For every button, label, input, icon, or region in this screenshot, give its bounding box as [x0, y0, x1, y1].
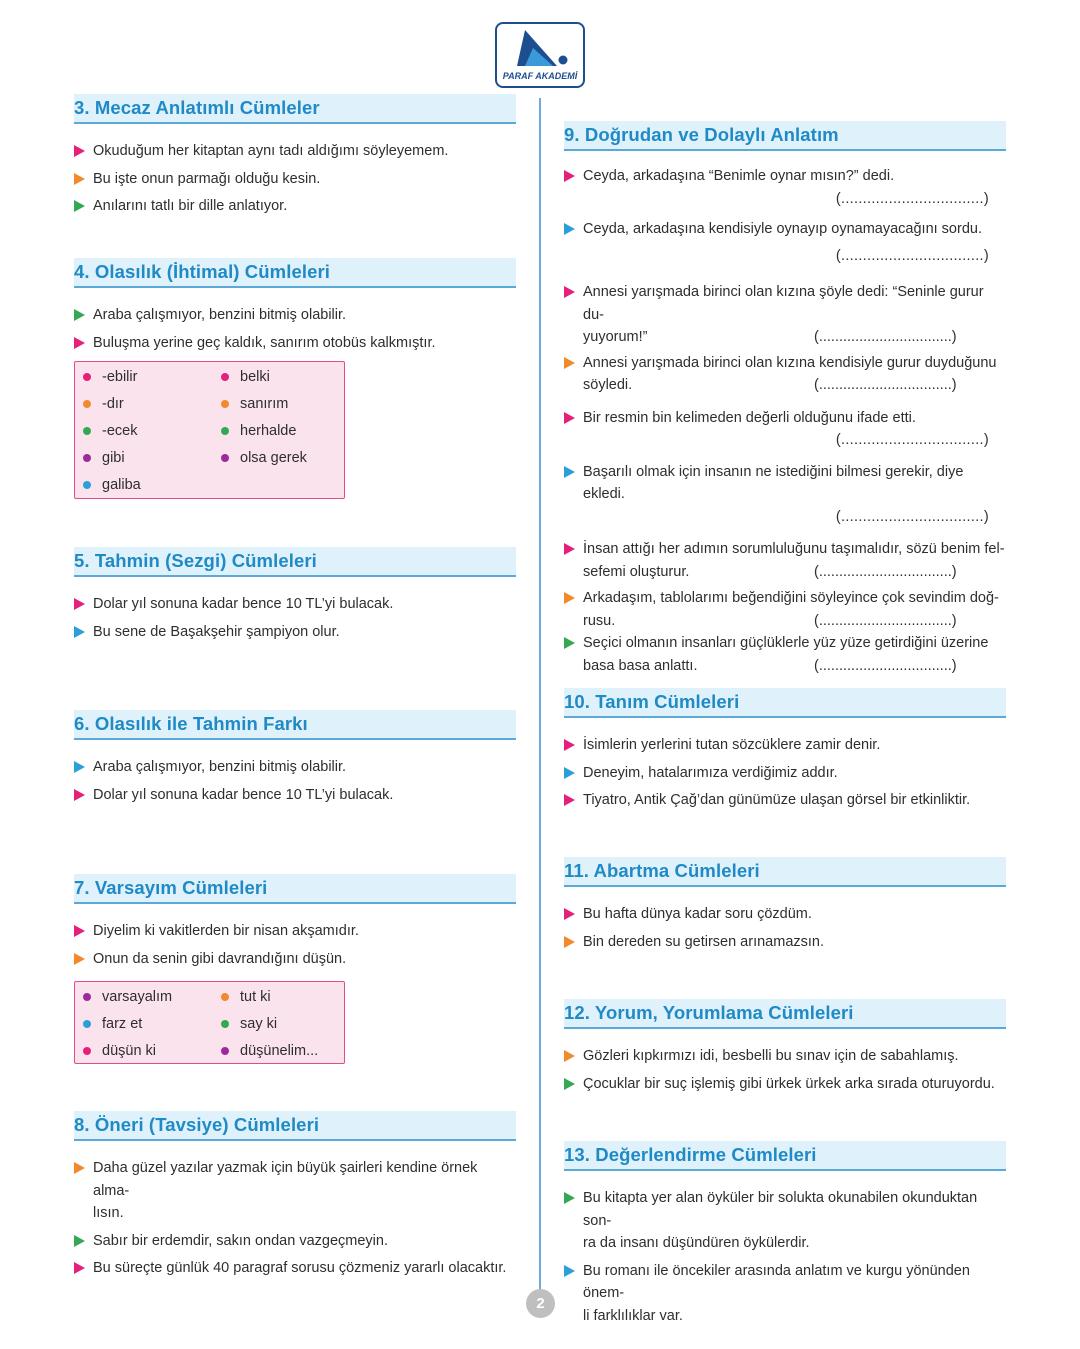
bullet-triangle-icon	[74, 1235, 85, 1247]
list-item: Annesi yarışmada birinci olan kızına kendisiyle gurur duyduğunu söyledi. (.................................)	[564, 352, 1006, 397]
list-item: Onun da senin gibi davrandığını düşün.	[74, 948, 516, 971]
list-item: İnsan attığı her adımın sorumluluğunu taşımalıdır, sözü benim fel- sefemi oluşturur. (.................................)	[564, 538, 1006, 583]
bullet-dot-icon	[221, 427, 229, 435]
section-title: 11. Abartma Cümleleri	[564, 860, 760, 881]
keyword: -ebilir	[83, 368, 137, 386]
bullet-triangle-icon	[564, 908, 575, 920]
bullet-triangle-icon	[564, 357, 575, 369]
answer-blank[interactable]: (.................................)	[814, 612, 957, 629]
bullet-dot-icon	[221, 993, 229, 1001]
section-10-definition	[564, 688, 1006, 817]
list-item: Bu romanı ile öncekiler arasında anlatım ve kurgu yönünden önem- li farklılıklar var.	[564, 1260, 1006, 1328]
keyword: herhalde	[221, 422, 296, 440]
list-item: Araba çalışmıyor, benzini bitmiş olabilir.	[74, 756, 516, 779]
bullet-dot-icon	[83, 427, 91, 435]
bullet-dot-icon	[221, 1047, 229, 1055]
answer-blank[interactable]: (.................................)	[835, 432, 989, 448]
bullet-dot-icon	[83, 400, 91, 408]
list-item: Bu süreçte günlük 40 paragraf sorusu çözmeniz yararlı olacaktır.	[74, 1257, 516, 1280]
list-item: Arkadaşım, tablolarımı beğendiğini söyleyince çok sevindim doğ- rusu. (.................................)	[564, 587, 1006, 632]
list-item: Deneyim, hatalarımıza verdiğimiz addır.	[564, 762, 1006, 785]
list-item: Anılarını tatlı bir dille anlatıyor.	[74, 195, 516, 218]
bullet-dot-icon	[221, 454, 229, 462]
bullet-dot-icon	[83, 993, 91, 1001]
section-header	[74, 874, 516, 904]
list-item: İsimlerin yerlerini tutan sözcüklere zamir denir.	[564, 734, 1006, 757]
section-header	[74, 547, 516, 577]
bullet-triangle-icon	[74, 953, 85, 965]
section-header	[74, 258, 516, 288]
bullet-triangle-icon	[564, 1078, 575, 1090]
bullet-dot-icon	[83, 1047, 91, 1055]
list-item: Dolar yıl sonuna kadar bence 10 TL’yi bulacak.	[74, 784, 516, 807]
bullet-triangle-icon	[564, 286, 575, 298]
section-title: 6. Olasılık ile Tahmin Farkı	[74, 713, 308, 734]
section-9-direct-indirect	[564, 121, 1006, 682]
bullet-triangle-icon	[74, 626, 85, 638]
section-header	[564, 688, 1006, 718]
section-12-interpretation	[564, 999, 1006, 1100]
section-4-possibility	[74, 258, 516, 359]
bullet-triangle-icon	[74, 1262, 85, 1274]
bullet-dot-icon	[221, 400, 229, 408]
keyword: galiba	[83, 476, 141, 494]
page-number: 2	[526, 1289, 555, 1318]
bullet-triangle-icon	[74, 200, 85, 212]
keyword-box-assumption	[74, 981, 345, 1064]
section-title: 5. Tahmin (Sezgi) Cümleleri	[74, 550, 317, 571]
section-7-assumption	[74, 874, 516, 975]
keyword: düşünelim...	[221, 1042, 318, 1060]
answer-blank[interactable]: (.................................)	[814, 377, 957, 393]
bullet-triangle-icon	[564, 170, 575, 182]
list-item: Bu işte onun parmağı olduğu kesin.	[74, 168, 516, 191]
keyword: düşün ki	[83, 1042, 156, 1060]
bullet-triangle-icon	[564, 1192, 575, 1204]
section-header	[564, 999, 1006, 1029]
bullet-triangle-icon	[564, 543, 575, 555]
section-title: 7. Varsayım Cümleleri	[74, 877, 268, 898]
list-item: Çocuklar bir suç işlemiş gibi ürkek ürkek arka sırada oturuyordu.	[564, 1073, 1006, 1096]
bullet-triangle-icon	[74, 309, 85, 321]
list-item: Diyelim ki vakitlerden bir nisan akşamıdır.	[74, 920, 516, 943]
answer-blank[interactable]: (.................................)	[814, 657, 957, 674]
list-item: Bu hafta dünya kadar soru çözdüm.	[564, 903, 1006, 926]
answer-blank[interactable]: (.................................)	[835, 190, 989, 207]
bullet-triangle-icon	[74, 145, 85, 157]
section-5-guess	[74, 547, 516, 648]
list-item: Bir resmin bin kelimeden değerli olduğunu ifade etti. (.................................)	[564, 407, 1006, 452]
section-header	[564, 857, 1006, 887]
section-title: 12. Yorum, Yorumlama Cümleleri	[564, 1002, 854, 1023]
bullet-dot-icon	[83, 1020, 91, 1028]
section-6-difference	[74, 710, 516, 811]
bullet-dot-icon	[83, 373, 91, 381]
bullet-triangle-icon	[564, 1050, 575, 1062]
list-item: Bu sene de Başakşehir şampiyon olur.	[74, 621, 516, 644]
list-item: Tiyatro, Antik Çağ’dan günümüze ulaşan görsel bir etkinliktir.	[564, 789, 1006, 812]
section-header	[564, 121, 1006, 151]
list-item: Seçici olmanın insanları güçlüklerle yüz yüze getirdiğini üzerine basa basa anlattı. (.................................)	[564, 632, 1006, 677]
bullet-triangle-icon	[564, 794, 575, 806]
bullet-triangle-icon	[74, 337, 85, 349]
bullet-triangle-icon	[564, 592, 575, 604]
bullet-triangle-icon	[74, 173, 85, 185]
bullet-dot-icon	[221, 1020, 229, 1028]
keyword-box-possibility	[74, 361, 345, 499]
bullet-triangle-icon	[564, 637, 575, 649]
bullet-triangle-icon	[564, 936, 575, 948]
list-item: Bin dereden su getirsen arınamazsın.	[564, 931, 1006, 954]
list-item: Sabır bir erdemdir, sakın ondan vazgeçmeyin.	[74, 1230, 516, 1253]
keyword: sanırım	[221, 395, 288, 413]
bullet-dot-icon	[83, 454, 91, 462]
bullet-triangle-icon	[564, 466, 575, 478]
answer-blank[interactable]: (.................................)	[814, 329, 957, 345]
list-item: Okuduğum her kitaptan aynı tadı aldığımı söyleyemem.	[74, 140, 516, 163]
keyword: gibi	[83, 449, 125, 467]
section-title: 10. Tanım Cümleleri	[564, 691, 740, 712]
list-item: Gözleri kıpkırmızı idi, besbelli bu sınav için de sabahlamış.	[564, 1045, 1006, 1068]
section-title: 9. Doğrudan ve Dolaylı Anlatım	[564, 124, 839, 145]
section-3-metaphor	[74, 94, 516, 223]
bullet-triangle-icon	[74, 925, 85, 937]
logo-text: PARAF AKADEMİ	[502, 71, 578, 81]
paraf-akademi-logo	[495, 22, 585, 88]
bullet-triangle-icon	[564, 412, 575, 424]
bullet-triangle-icon	[74, 761, 85, 773]
section-header	[74, 710, 516, 740]
section-title: 4. Olasılık (İhtimal) Cümleleri	[74, 261, 331, 282]
bullet-triangle-icon	[74, 1162, 85, 1174]
answer-blank[interactable]: (.................................)	[835, 508, 989, 525]
keyword: say ki	[221, 1015, 277, 1033]
keyword: belki	[221, 368, 270, 386]
bullet-triangle-icon	[74, 789, 85, 801]
bullet-triangle-icon	[564, 767, 575, 779]
keyword: farz et	[83, 1015, 142, 1033]
bullet-triangle-icon	[564, 739, 575, 751]
answer-blank[interactable]: (.................................)	[814, 563, 957, 580]
keyword: tut ki	[221, 988, 271, 1006]
list-item: Daha güzel yazılar yazmak için büyük şairleri kendine örnek alma- lısın.	[74, 1157, 516, 1225]
list-item: Başarılı olmak için insanın ne istediğini bilmesi gerekir, diye ekledi. (.................................)	[564, 461, 1006, 529]
section-header	[74, 94, 516, 124]
list-item: Araba çalışmıyor, benzini bitmiş olabilir.	[74, 304, 516, 327]
bullet-triangle-icon	[564, 1265, 575, 1277]
list-item: Ceyda, arkadaşına kendisiyle oynayıp oynamayacağını sordu. (.................................)	[564, 218, 1006, 267]
keyword: olsa gerek	[221, 449, 307, 467]
answer-blank[interactable]: (.................................)	[835, 247, 989, 264]
section-title: 8. Öneri (Tavsiye) Cümleleri	[74, 1114, 320, 1135]
section-13-evaluation	[564, 1141, 1006, 1332]
section-11-exaggeration	[564, 857, 1006, 958]
list-item: Bu kitapta yer alan öyküler bir solukta okunabilen okunduktan son- ra da insanı düşündüren öykülerdir.	[564, 1187, 1006, 1255]
keyword: varsayalım	[83, 988, 172, 1006]
bullet-triangle-icon	[564, 223, 575, 235]
list-item: Dolar yıl sonuna kadar bence 10 TL’yi bulacak.	[74, 593, 516, 616]
list-item: Buluşma yerine geç kaldık, sanırım otobüs kalkmıştır.	[74, 332, 516, 355]
bullet-triangle-icon	[74, 598, 85, 610]
bullet-dot-icon	[83, 481, 91, 489]
list-item: Ceyda, arkadaşına “Benimle oynar mısın?” dedi. (.................................)	[564, 165, 1006, 210]
keyword: -ecek	[83, 422, 137, 440]
keyword: -dır	[83, 395, 124, 413]
column-divider	[539, 98, 541, 1298]
section-title: 3. Mecaz Anlatımlı Cümleler	[74, 97, 320, 118]
section-8-advice	[74, 1111, 516, 1285]
section-header	[74, 1111, 516, 1141]
section-title: 13. Değerlendirme Cümleleri	[564, 1144, 817, 1165]
list-item: Annesi yarışmada birinci olan kızına şöyle dedi: “Seninle gurur du- yuyorum!” (.................................)	[564, 281, 1006, 349]
section-header	[564, 1141, 1006, 1171]
bullet-dot-icon	[221, 373, 229, 381]
